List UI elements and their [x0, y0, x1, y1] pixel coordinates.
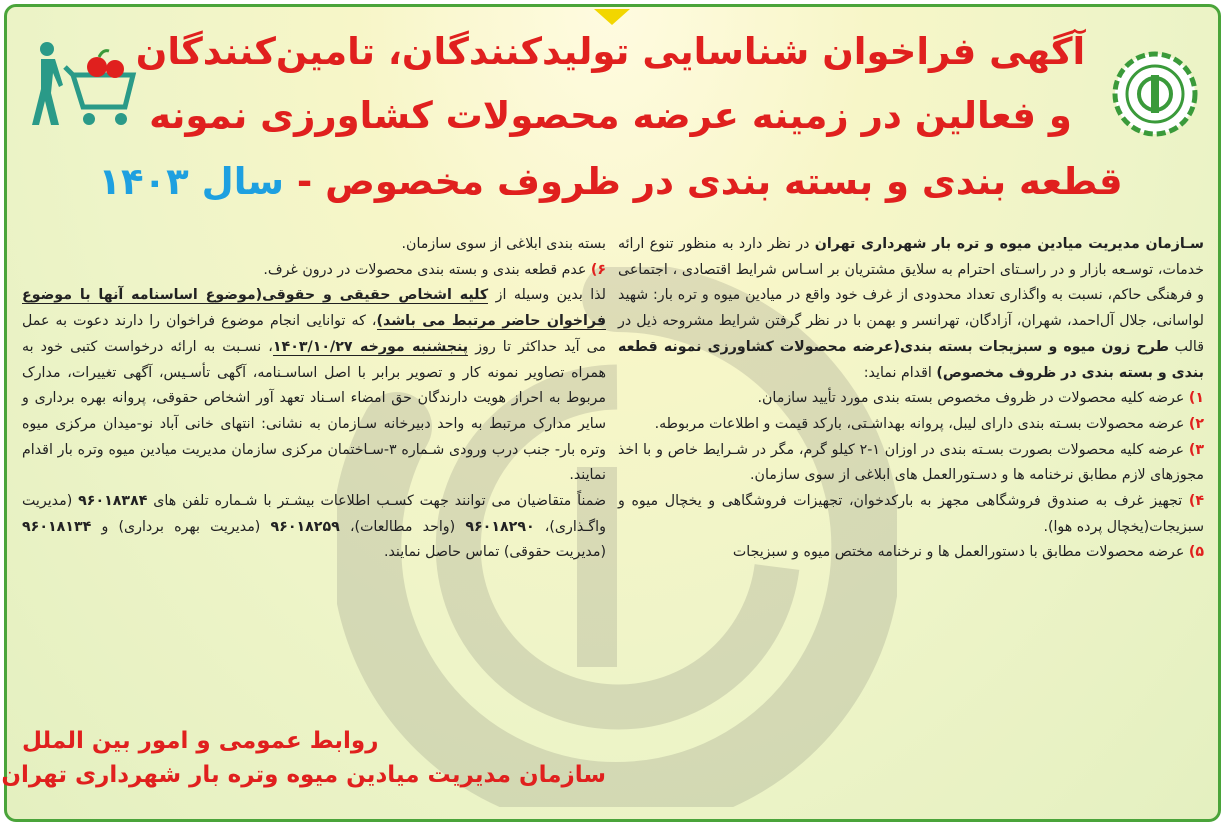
- item-number: ۱): [1188, 390, 1204, 407]
- list-item: [618, 412, 1204, 438]
- intro-text: در نظر دارد به منظور تنوع ارائه خدمات، توسـعه بازار و در راسـتای احترام به سلایق مشتریان بر اسـاس شرایط اقتصادی ، اجتماعی و فرهنگی حاکم، نسبت به واگذاری تعداد محدودی از غرف خود واقع در میادین میوه و تره بار: شهید لواسانی، جلال آل‌احمد، شهران، آزادگان، تهرانسر و بهمن با در نظر گرفتن شرایط مشروحه ذیل در قالب: [618, 236, 1205, 355]
- phone-label: (مدیریت بهره برداری) و: [91, 518, 271, 535]
- item-text: عرضه کلیه محصولات در ظروف مخصوص بسته بندی مورد تأیید سازمان.: [757, 390, 1189, 407]
- title-year: سال ۱۴۰۳: [98, 160, 284, 203]
- call-text-rest: ، نسـبت به ارائه درخواست کتبی خود به همراه تصاویر نمونه کار و تصویر برابر با اصل اساسـنامه، آگهی تأسـیس، آگهی تغییرات، مدارک مربوط به احراز هویت دارندگان حق امضاء اسـناد تعهد آور اشخاص حقوقی، پروانه بهره برداری و سایر مدارک مرتبط به واحد دبیرخانه سـازمان به نشانی: انتهای خانی آباد نو-میدان مرکزی میوه وتره بار- جنب درب ورودی شـماره ۳-سـاختمان مرکزی سازمان مدیریت میادین میوه وتره بار اقدام نمایند.: [22, 338, 606, 484]
- top-notch-decoration: [594, 9, 630, 25]
- call-target: کلیه اشخاص حقیقی و حقوقی(موضوع اساسنامه آنها با موضوع فراخوان حاضر مرتبط می باشد): [22, 287, 606, 330]
- item-number: ۴): [1188, 493, 1204, 510]
- item-text: عرضه محصولات بسـته بندی دارای لیبل، پروانه بهداشـتی، بارکد قیمت و اطلاعات مربوطه.: [654, 415, 1189, 432]
- signature-organization: سازمان مدیریت میادین میوه وتره بار شهرداری تهران: [1, 762, 606, 788]
- title-line-2: و فعالین در زمینه عرضه محصولات کشاورزی نمونه: [149, 94, 1072, 137]
- list-item: [22, 258, 606, 284]
- item-number: ۵): [1188, 544, 1204, 561]
- phone-number: ۹۶۰۱۸۲۵۹: [270, 518, 340, 535]
- phone-label: (واحد مطالعات)،: [339, 518, 466, 535]
- item-text: عدم قطعه بندی و بسته بندی محصولات در درون غرف.: [263, 261, 591, 278]
- contact-text: ضمناً متقاضیان می توانند جهت کسـب اطلاعات بیشـتر با شـماره تلفن های: [147, 493, 606, 510]
- title-line-1: آگهی فراخوان شناسایی تولیدکنندگان، تامین‌کنندگان: [135, 30, 1086, 73]
- call-text-mid: ، که توانایی انجام موضوع فراخوان را دارند دعوت به عمل می آید حداکثر تا روز: [22, 313, 606, 355]
- phone-number: ۹۶۰۱۸۱۳۴: [22, 518, 92, 535]
- signature-department: روابط عمومی و امور بین الملل: [22, 728, 379, 754]
- item-5-continuation: بسته بندی ابلاغی از سوی سازمان.: [401, 236, 606, 252]
- item-text: عرضه محصولات مطابق با دستورالعمل ها و نرخنامه مختص میوه و سبزیجات: [732, 544, 1189, 561]
- item-number: ۲): [1188, 415, 1204, 432]
- list-item: [618, 386, 1204, 412]
- phone-label: (مدیریت حقوقی) تماس حاصل نمایند.: [383, 544, 606, 561]
- title-line-3: [0, 160, 1221, 203]
- plan-text: اقدام نماید:: [863, 364, 937, 381]
- phone-number: ۹۶۰۱۸۳۸۴: [78, 493, 148, 510]
- intro-org-name: سـازمان مدیریت میادین میوه و تره بار شهرداری تهران: [814, 236, 1204, 252]
- list-item: [618, 438, 1204, 489]
- item-text: عرضه کلیه محصولات بصورت بسـته بندی در اوزان ۱-۲ کیلو گرم، مگر در شـرایط خاص و با اخذ مجوزهای لازم مطابق نرخنامه ها و دسـتورالعمل های ابلاغی از سوی سازمان.: [618, 441, 1204, 484]
- call-text-pre: لذا بدین وسیله از: [488, 287, 606, 304]
- plan-title: طرح زون میوه و سبزیجات بسته بندی(عرضه محصولات کشاورزی نمونه قطعه بندی و بسته بندی در ظروف مخصوص): [618, 338, 1204, 381]
- intro-paragraph: [618, 232, 1204, 386]
- left-column: [22, 232, 606, 566]
- call-paragraph: [22, 283, 606, 489]
- list-item: [618, 489, 1204, 540]
- title-line-3-main: قطعه بندی و بسته بندی در ظروف مخصوص -: [283, 160, 1123, 203]
- deadline-date: پنجشنبه مورخه ۱۴۰۳/۱۰/۲۷: [272, 338, 469, 355]
- phone-number: ۹۶۰۱۸۲۹۰: [465, 518, 535, 535]
- right-column: [618, 232, 1204, 566]
- item-number: ۶): [590, 261, 606, 278]
- item-number: ۳): [1188, 441, 1204, 458]
- contact-paragraph: [22, 489, 606, 566]
- phone-label: (مدیریت واگـذاری)،: [22, 493, 606, 535]
- item-text: تجهیز غرف به صندوق فروشگاهی مجهز به بارکدخوان، تجهیزات فروشگاهی و یخچال میوه و سبزیجات(یخچال پرده هوا).: [618, 493, 1204, 535]
- list-item: [618, 540, 1204, 566]
